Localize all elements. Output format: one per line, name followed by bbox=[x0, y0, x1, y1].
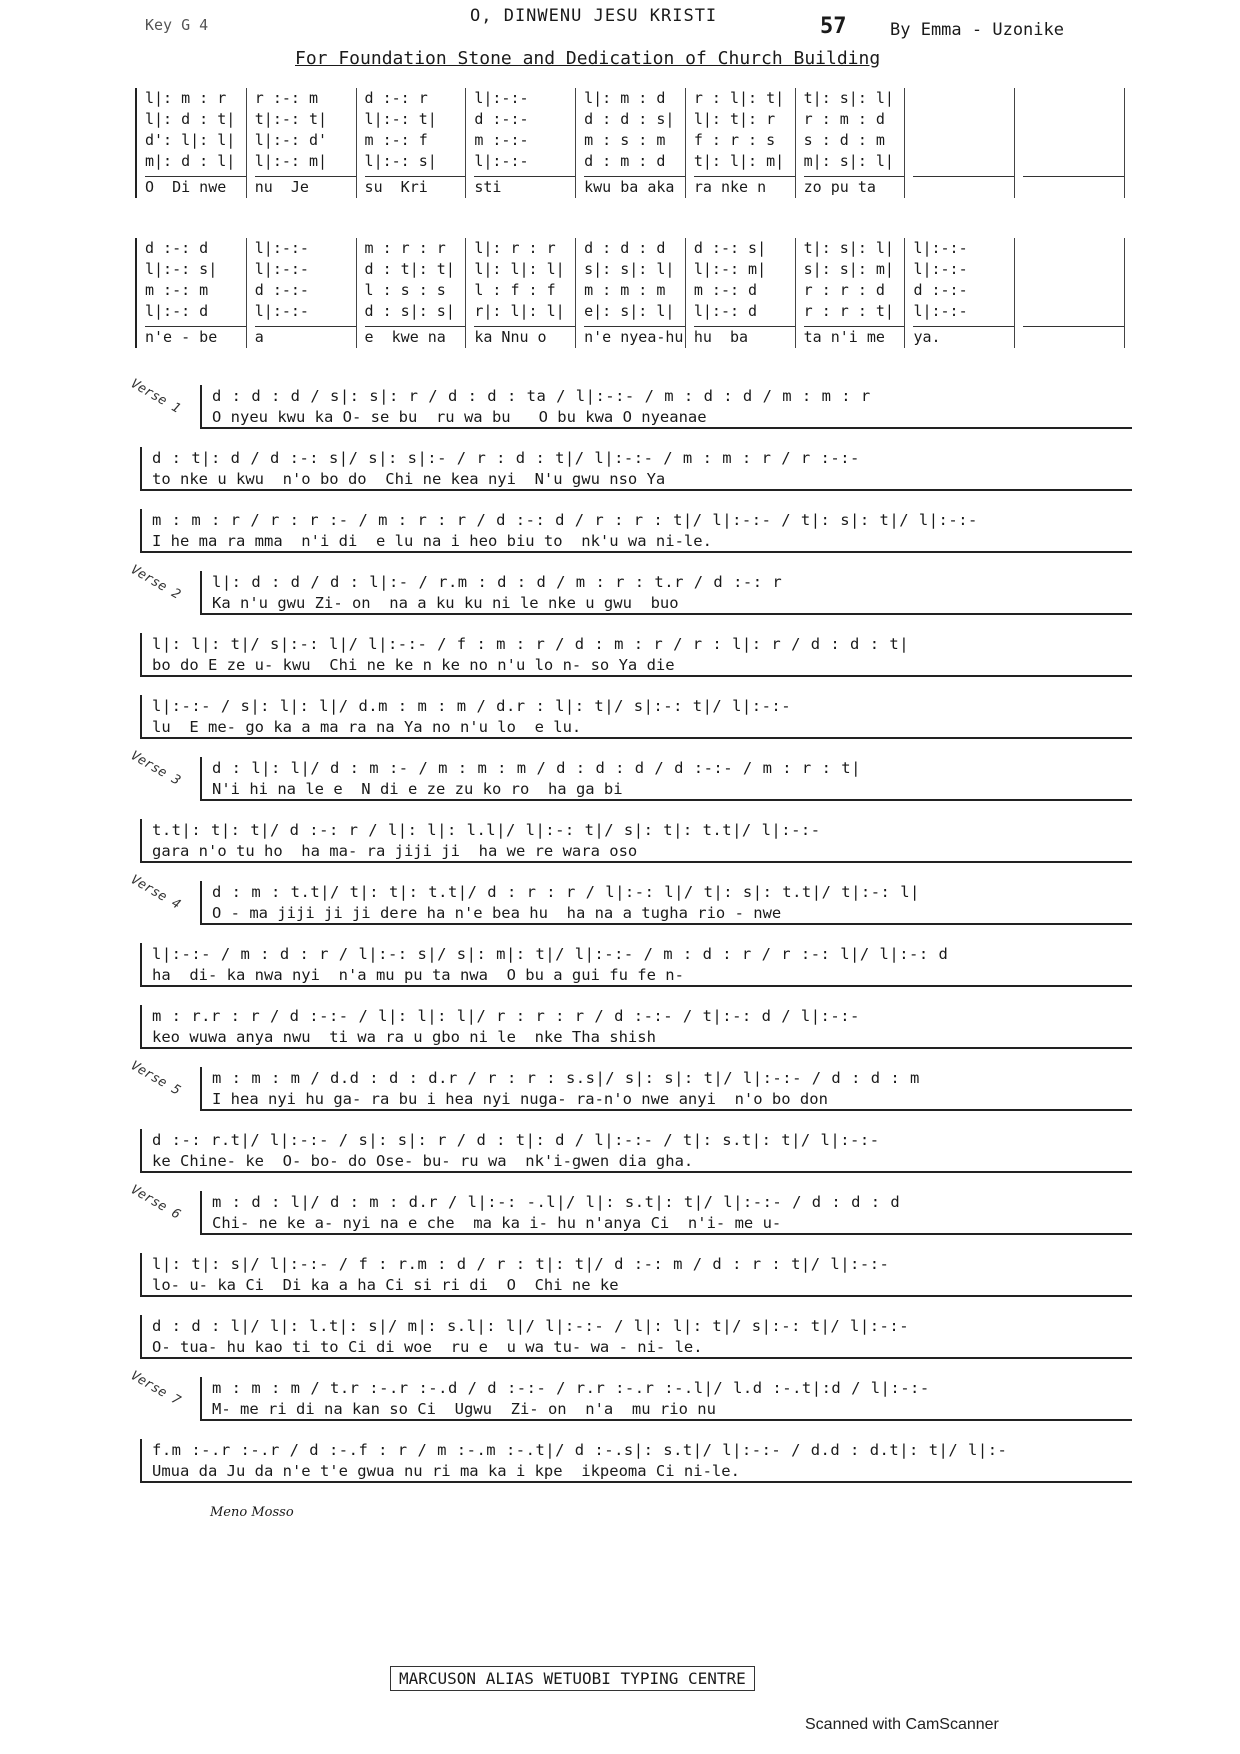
verse-line bbox=[140, 1315, 1132, 1359]
verse-notes: d : l|: l|/ d : m :- / m : m : m / d : d : d / d :-:- / m : r : t| bbox=[212, 759, 861, 777]
measure-lyric: ra nke n bbox=[694, 176, 795, 198]
verse-line bbox=[200, 1191, 1132, 1235]
verse-lyrics: I hea nyi hu ga- ra bu i hea nyi nuga- ra-n'o nwe anyi n'o bo don bbox=[212, 1090, 828, 1108]
verse-notes: t.t|: t|: t|/ d :-: r / l|: l|: l.l|/ l|:-: t|/ s|: t|: t.t|/ l|:-:- bbox=[152, 821, 821, 839]
verse-lyrics: O nyeu kwu ka O- se bu ru wa bu O bu kwa O nyeanae bbox=[212, 408, 707, 426]
measure-notes bbox=[1023, 88, 1124, 176]
page-number: 57 bbox=[820, 14, 847, 39]
measure bbox=[796, 88, 906, 198]
verse-label: Verse 7 bbox=[127, 1368, 183, 1409]
measure-notes: t|: s|: l| r : m : d s : d : m m|: s|: l| bbox=[803, 89, 894, 170]
measure-notes: t|: s|: l| s|: s|: m| r : r : d r : r : t| bbox=[803, 239, 894, 320]
measure-notes: l|: m : r l|: d : t| d': l|: l| m|: d : l| bbox=[145, 89, 236, 170]
verse-line bbox=[140, 1005, 1132, 1049]
measure-lyric: zo pu ta bbox=[804, 176, 905, 198]
verse-line bbox=[200, 1377, 1132, 1421]
verse-notes: d : t|: d / d :-: s|/ s|: s|:- / r : d : t|/ l|:-:- / m : m : r / r :-:- bbox=[152, 449, 860, 467]
verse-notes: l|:-:- / m : d : r / l|:-: s|/ s|: m|: t|/ l|:-:- / m : d : r / r :-: l|/ l|:-: d bbox=[152, 945, 949, 963]
verse-lyrics: Ka n'u gwu Zi- on na a ku ku ni le nke u gwu buo bbox=[212, 594, 679, 612]
verse-notes: l|: d : d / d : l|:- / r.m : d : d / m : r : t.r / d :-: r bbox=[212, 573, 783, 591]
verse-label: Verse 3 bbox=[127, 748, 183, 789]
verse-label: Verse 4 bbox=[127, 872, 183, 913]
tempo-marking: Meno Mosso bbox=[210, 1505, 294, 1520]
verse-notes: l|: l|: t|/ s|:-: l|/ l|:-:- / f : m : r / d : m : r / r : l|: r / d : d : t| bbox=[152, 635, 910, 653]
measure bbox=[357, 88, 467, 198]
measure bbox=[247, 238, 357, 348]
measure bbox=[1015, 238, 1125, 348]
verse-line bbox=[140, 1439, 1132, 1483]
measure-lyric bbox=[913, 176, 1014, 177]
measure bbox=[357, 238, 467, 348]
verse-lyrics: Umua da Ju da n'e t'e gwua nu ri ma ka i kpe ikpeoma Ci ni-le. bbox=[152, 1462, 740, 1480]
verse-line bbox=[140, 633, 1132, 677]
scanner-watermark: Scanned with CamScanner bbox=[805, 1716, 999, 1733]
measure bbox=[137, 88, 247, 198]
measure bbox=[466, 238, 576, 348]
verse-line bbox=[200, 881, 1132, 925]
verse-lyrics: gara n'o tu ho ha ma- ra jiji ji ha we re wara oso bbox=[152, 842, 638, 860]
verse-notes: m : d : l|/ d : m : d.r / l|:-: -.l|/ l|: s.t|: t|/ l|:-:- / d : d : d bbox=[212, 1193, 901, 1211]
verse-notes: m : m : m / d.d : d : d.r / r : r : s.s|/ s|: s|: t|/ l|:-:- / d : d : m bbox=[212, 1069, 920, 1087]
measure-notes: d :-: r l|:-: t| m :-: f l|:-: s| bbox=[364, 89, 437, 170]
verse-lyrics: M- me ri di na kan so Ci Ugwu Zi- on n'a mu rio nu bbox=[212, 1400, 716, 1418]
verse-notes: d : m : t.t|/ t|: t|: t.t|/ d : r : r / l|:-: l|/ t|: s|: t.t|/ t|:-: l| bbox=[212, 883, 920, 901]
measure-lyric: e kwe na bbox=[365, 326, 466, 348]
verse-line bbox=[140, 447, 1132, 491]
measure-lyric: nu Je bbox=[255, 176, 356, 198]
verse-lyrics: N'i hi na le e N di e ze zu ko ro ha ga bi bbox=[212, 780, 623, 798]
author: By Emma - Uzonike bbox=[890, 20, 1064, 40]
measure-notes: m : r : r d : t|: t| l : s : s d : s|: s| bbox=[364, 239, 455, 320]
chorus-system-1 bbox=[135, 88, 1125, 198]
measure-lyric: hu ba bbox=[694, 326, 795, 348]
verse-label: Verse 6 bbox=[127, 1182, 183, 1223]
measure-lyric: ya. bbox=[913, 326, 1014, 348]
verse-lyrics: lo- u- ka Ci Di ka a ha Ci si ri di O Chi ne ke bbox=[152, 1276, 619, 1294]
verse-label: Verse 1 bbox=[127, 376, 183, 417]
measure-lyric: ta n'i me bbox=[804, 326, 905, 348]
verse-line bbox=[200, 757, 1132, 801]
measure bbox=[466, 88, 576, 198]
measure bbox=[576, 88, 686, 198]
verse-notes: f.m :-.r :-.r / d :-.f : r / m :-.m :-.t|/ d :-.s|: s.t|/ l|:-:- / d.d : d.t|: t|/ l|:- bbox=[152, 1441, 1008, 1459]
measure-notes: l|: r : r l|: l|: l| l : f : f r|: l|: l| bbox=[474, 239, 565, 320]
verse-line bbox=[140, 819, 1132, 863]
verse-line bbox=[140, 1253, 1132, 1297]
verse-line bbox=[140, 943, 1132, 987]
verse-lyrics: keo wuwa anya nwu ti wa ra u gbo ni le nke Tha shish bbox=[152, 1028, 656, 1046]
measure bbox=[686, 88, 796, 198]
verse-lyrics: ke Chine- ke O- bo- do Ose- bu- ru wa nk'i-gwen dia gha. bbox=[152, 1152, 694, 1170]
measure bbox=[686, 238, 796, 348]
verse-notes: m : m : r / r : r :- / m : r : r / d :-: d / r : r : t|/ l|:-:- / t|: s|: t|/ l|:-:- bbox=[152, 511, 978, 529]
measure bbox=[576, 238, 686, 348]
verse-notes: d : d : l|/ l|: l.t|: s|/ m|: s.l|: l|/ l|:-:- / l|: l|: t|/ s|:-: t|/ l|:-:- bbox=[152, 1317, 910, 1335]
measure-notes: l|:-:- l|:-:- d :-:- l|:-:- bbox=[254, 239, 309, 320]
verse-lyrics: to nke u kwu n'o bo do Chi ne kea nyi N'u gwu nso Ya bbox=[152, 470, 666, 488]
typist-footer: MARCUSON ALIAS WETUOBI TYPING CENTRE bbox=[390, 1666, 755, 1691]
measure-notes bbox=[913, 88, 1014, 176]
measure bbox=[905, 88, 1015, 198]
measure-notes: l|:-:- l|:-:- d :-:- l|:-:- bbox=[913, 239, 968, 320]
measure-notes: d :-: d l|:-: s| m :-: m l|:-: d bbox=[145, 239, 218, 320]
key-signature: Key G 4 bbox=[145, 16, 209, 34]
measure-notes: l|: m : d d : d : s| m : s : m d : m : d bbox=[584, 89, 675, 170]
song-title: O, DINWENU JESU KRISTI bbox=[470, 6, 718, 26]
verse-line bbox=[140, 509, 1132, 553]
verse-notes: l|: t|: s|/ l|:-:- / f : r.m : d / r : t|: t|/ d :-: m / d : r : t|/ l|:-:- bbox=[152, 1255, 890, 1273]
verse-lyrics: I he ma ra mma n'i di e lu na i heo biu to nk'u wa ni-le. bbox=[152, 532, 712, 550]
measure bbox=[1015, 88, 1125, 198]
verse-line bbox=[140, 695, 1132, 739]
measure-lyric bbox=[1023, 326, 1124, 327]
verse-lyrics: ha di- ka nwa nyi n'a mu pu ta nwa O bu a gui fu fe n- bbox=[152, 966, 684, 984]
measure-lyric: n'e - be bbox=[145, 326, 246, 348]
verse-notes: d : d : d / s|: s|: r / d : d : ta / l|:-:- / m : d : d / m : m : r bbox=[212, 387, 871, 405]
verse-notes: m : m : m / t.r :-.r :-.d / d :-:- / r.r :-.r :-.l|/ l.d :-.t|:d / l|:-:- bbox=[212, 1379, 930, 1397]
measure-lyric: a bbox=[255, 326, 356, 348]
measure-notes: l|:-:- d :-:- m :-:- l|:-:- bbox=[474, 89, 529, 170]
verse-lyrics: O- tua- hu kao ti to Ci di woe ru e u wa tu- wa - ni- le. bbox=[152, 1338, 703, 1356]
measure-notes: d :-: s| l|:-: m| m :-: d l|:-: d bbox=[693, 239, 767, 320]
verse-lyrics: O - ma jiji ji ji dere ha n'e bea hu ha na a tugha rio - nwe bbox=[212, 904, 782, 922]
verse-label: Verse 2 bbox=[127, 562, 183, 603]
chorus-system-2 bbox=[135, 238, 1125, 348]
measure-lyric: sti bbox=[474, 176, 575, 198]
measure bbox=[137, 238, 247, 348]
verse-line bbox=[200, 385, 1132, 429]
measure-lyric: su Kri bbox=[365, 176, 466, 198]
measure-lyric: n'e nyea-hu bbox=[584, 328, 684, 346]
measure-notes bbox=[1023, 238, 1124, 326]
measure-notes: d : d : d s|: s|: l| m : m : m e|: s|: l| bbox=[584, 239, 675, 320]
verse-line bbox=[200, 1067, 1132, 1111]
measure bbox=[247, 88, 357, 198]
verse-label: Verse 5 bbox=[127, 1058, 183, 1099]
verse-line bbox=[200, 571, 1132, 615]
measure-notes: r :-: m t|:-: t| l|:-: d' l|:-: m| bbox=[254, 89, 328, 170]
verse-line bbox=[140, 1129, 1132, 1173]
measure bbox=[796, 238, 906, 348]
measure-lyric bbox=[1023, 176, 1124, 177]
verse-lyrics: Chi- ne ke a- nyi na e che ma ka i- hu n'anya Ci n'i- me u- bbox=[212, 1214, 782, 1232]
verse-lyrics: lu E me- go ka a ma ra na Ya no n'u lo e lu. bbox=[152, 718, 582, 736]
verse-lyrics: bo do E ze u- kwu Chi ne ke n ke no n'u lo n- so Ya die bbox=[152, 656, 675, 674]
measure bbox=[905, 238, 1015, 348]
measure-lyric: kwu ba aka bbox=[584, 176, 685, 198]
measure-notes: r : l|: t| l|: t|: r f : r : s t|: l|: m| bbox=[693, 89, 785, 170]
measure-lyric: ka Nnu o bbox=[474, 326, 575, 348]
verse-notes: d :-: r.t|/ l|:-:- / s|: s|: r / d : t|: d / l|:-:- / t|: s.t|: t|/ l|:-:- bbox=[152, 1131, 880, 1149]
subtitle: For Foundation Stone and Dedication of Church Building bbox=[295, 48, 881, 69]
verse-notes: m : r.r : r / d :-:- / l|: l|: l|/ r : r : r / d :-:- / t|:-: d / l|:-:- bbox=[152, 1007, 860, 1025]
measure-lyric: O Di nwe bbox=[145, 176, 246, 198]
verse-notes: l|:-:- / s|: l|: l|/ d.m : m : m / d.r : l|: t|/ s|:-: t|/ l|:-:- bbox=[152, 697, 792, 715]
